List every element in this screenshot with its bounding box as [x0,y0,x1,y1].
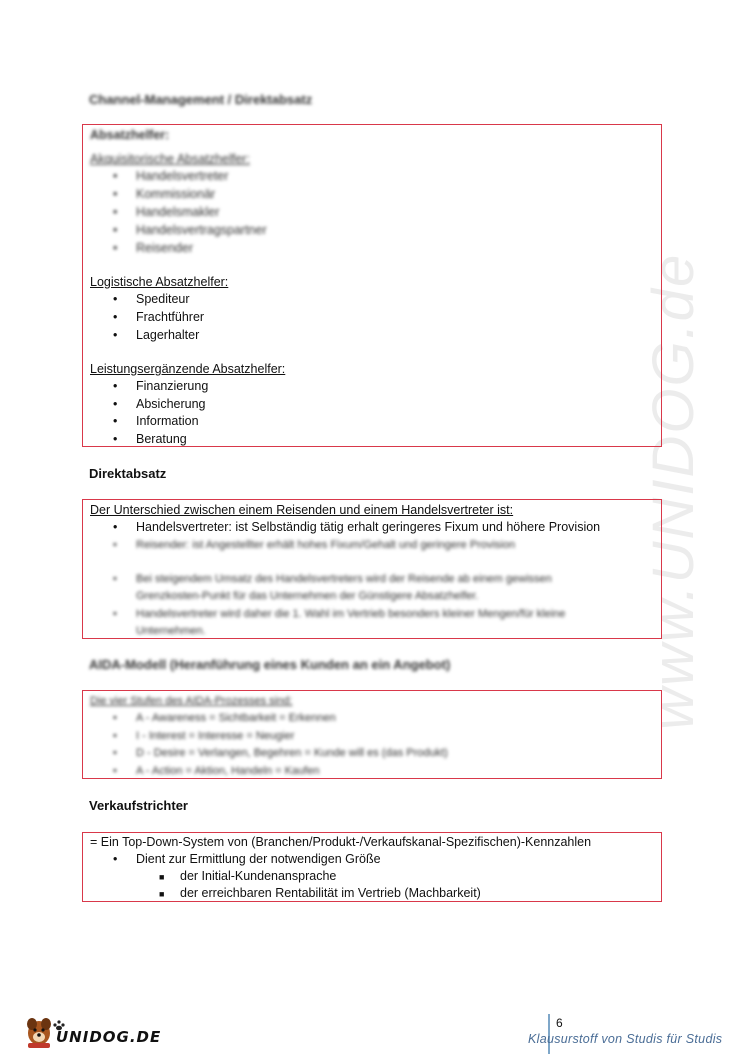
logistisch-label: Logistische Absatzhelfer: [90,275,229,289]
aida-intro: Die vier Stufen des AIDA-Prozesses sind: [90,695,293,707]
page-number: 6 [556,1016,563,1030]
page-title: Channel-Management / Direktabsatz [89,92,313,107]
verkaufstrichter-heading: Verkaufstrichter [89,798,188,813]
absatzhelfer-box: Absatzhelfer: Akquisitorische Absatzhelfer: • Handelsvertreter • Kommissionär • Handelsmakler • Handelsvertragspartner • Reisender Logistische Absatzhelfer: • Spediteur • Frachtführer • Lagerhalter Leistungsergänzende Absatzhelfer: • Finanzierung • Absicherung • Information • Beratung [82,124,662,447]
direktabsatz-heading: Direktabsatz [89,466,167,481]
direktabsatz-intro: Der Unterschied zwischen einem Reisenden und einem Handelsvertreter ist: [90,503,514,517]
aida-box: Die vier Stufen des AIDA-Prozesses sind: • A - Awareness = Sichtbarkeit = Erkennen • I - Interest = Interesse = Neugier • D - Desire = Verlangen, Begehren = Kunde will es (das Produkt) • A - Action = Aktion, Handeln = Kaufen [82,690,662,779]
verkaufstrichter-box: = Ein Top-Down-System von (Branchen/Produkt-/Verkaufskanal-Spezifischen)-Kennzahlen • Dient zur Ermittlung der notwendigen Größe ■ der Initial-Kundenansprache ■ der erreichbaren Rentabilität im Vertrieb (Machbarkeit) [82,832,662,902]
footer-slogan: Klausurstoff von Studis für Studis [528,1032,723,1046]
absatzhelfer-heading: Absatzhelfer: [90,128,170,142]
verkaufstrichter-intro: = Ein Top-Down-System von (Branchen/Produkt-/Verkaufskanal-Spezifischen)-Kennzahlen [90,835,592,849]
direktabsatz-box: Der Unterschied zwischen einem Reisenden und einem Handelsvertreter ist: • Handelsvertreter: ist Selbständig tätig erhalt geringeres Fixum und höhere Provision • Reisender: ist Angestellter erhält hohes Fixum/Gehalt und geringere Provision • Bei steigendem Umsatz des Handelsvertreters wird der Reisende ab einem gewissen Grenzkosten-Punkt für das Unternehmen der Günstigere Absatzhelfer. • Handelsvertreter wird daher die 1. Wahl im Vertrieb besonders kleiner Mengen/für kleine Unternehmen. [82,499,662,639]
logo-text: UNIDOG.DE [56,1028,162,1046]
aida-heading: AIDA-Modell (Heranführung eines Kunden an ein Angebot) [89,657,451,672]
leistung-label: Leistungsergänzende Absatzhelfer: [90,362,286,376]
watermark: www.UNIDOG.de [641,252,706,730]
akquisitorisch-label: Akquisitorische Absatzhelfer: [90,152,250,166]
